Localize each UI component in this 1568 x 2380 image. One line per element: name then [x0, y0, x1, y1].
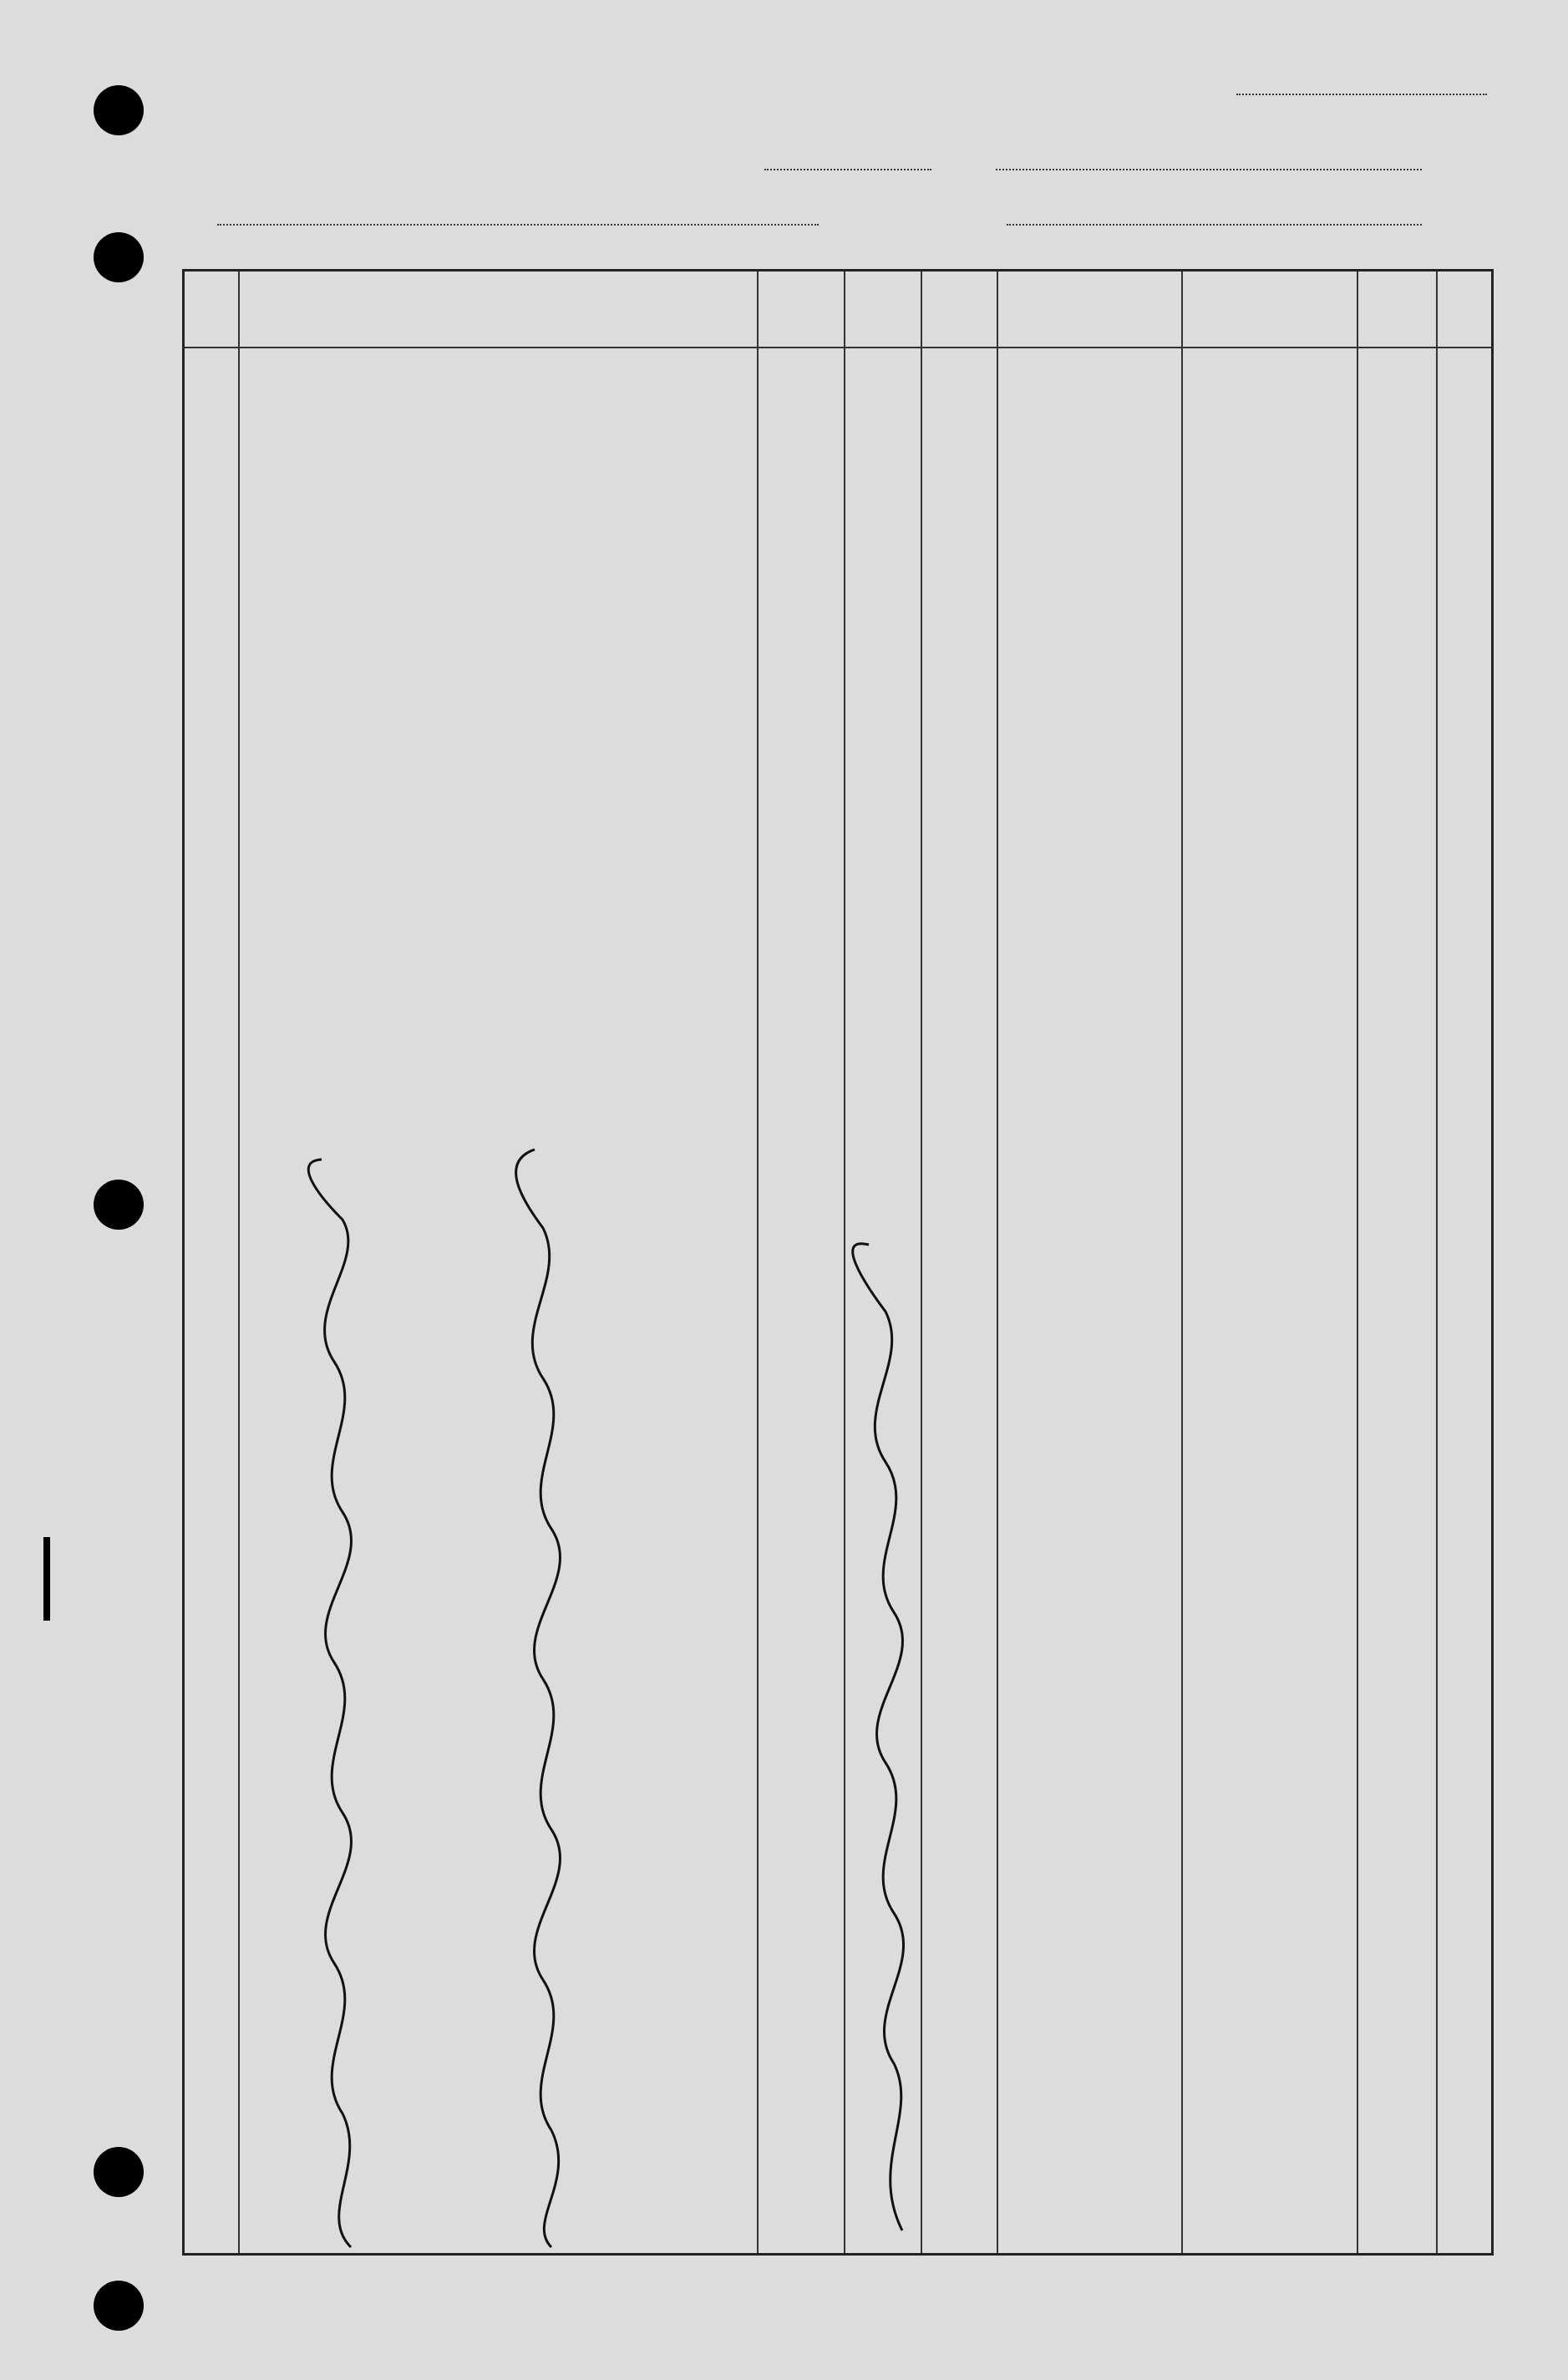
col-header-line — [185, 271, 238, 347]
col-header-name — [238, 271, 522, 347]
col-header-married — [757, 271, 844, 347]
col-header-officers — [1273, 271, 1492, 347]
vessel-dotline — [217, 224, 819, 226]
void-line — [516, 1149, 561, 2247]
col-divider — [238, 271, 240, 2253]
void-line — [853, 1244, 904, 2230]
form-issuer-block — [175, 67, 543, 74]
binder-hole — [94, 1180, 144, 1230]
col-header-sex — [677, 271, 744, 347]
col-divider — [1436, 271, 1438, 2253]
header-rule — [185, 347, 1491, 348]
class-dotline — [764, 169, 931, 170]
binder-hole — [94, 2147, 144, 2197]
void-line — [308, 1160, 351, 2247]
col-divider — [997, 271, 998, 2253]
binder-hole — [94, 232, 144, 282]
col-divider — [1357, 271, 1358, 2253]
manifest-dotline — [1236, 94, 1487, 95]
from-dotline — [996, 169, 1422, 170]
col-header-baggage — [997, 271, 1181, 347]
void-lines — [284, 1144, 969, 2256]
col-header-age — [569, 271, 636, 347]
binder-hole — [94, 85, 144, 135]
binder-hole — [94, 2281, 144, 2331]
col-divider — [1181, 271, 1183, 2253]
col-header-headtax — [1181, 271, 1273, 347]
arrival-dotline — [1007, 224, 1422, 226]
margin-mark — [43, 1537, 50, 1621]
col-header-travel — [844, 271, 994, 347]
